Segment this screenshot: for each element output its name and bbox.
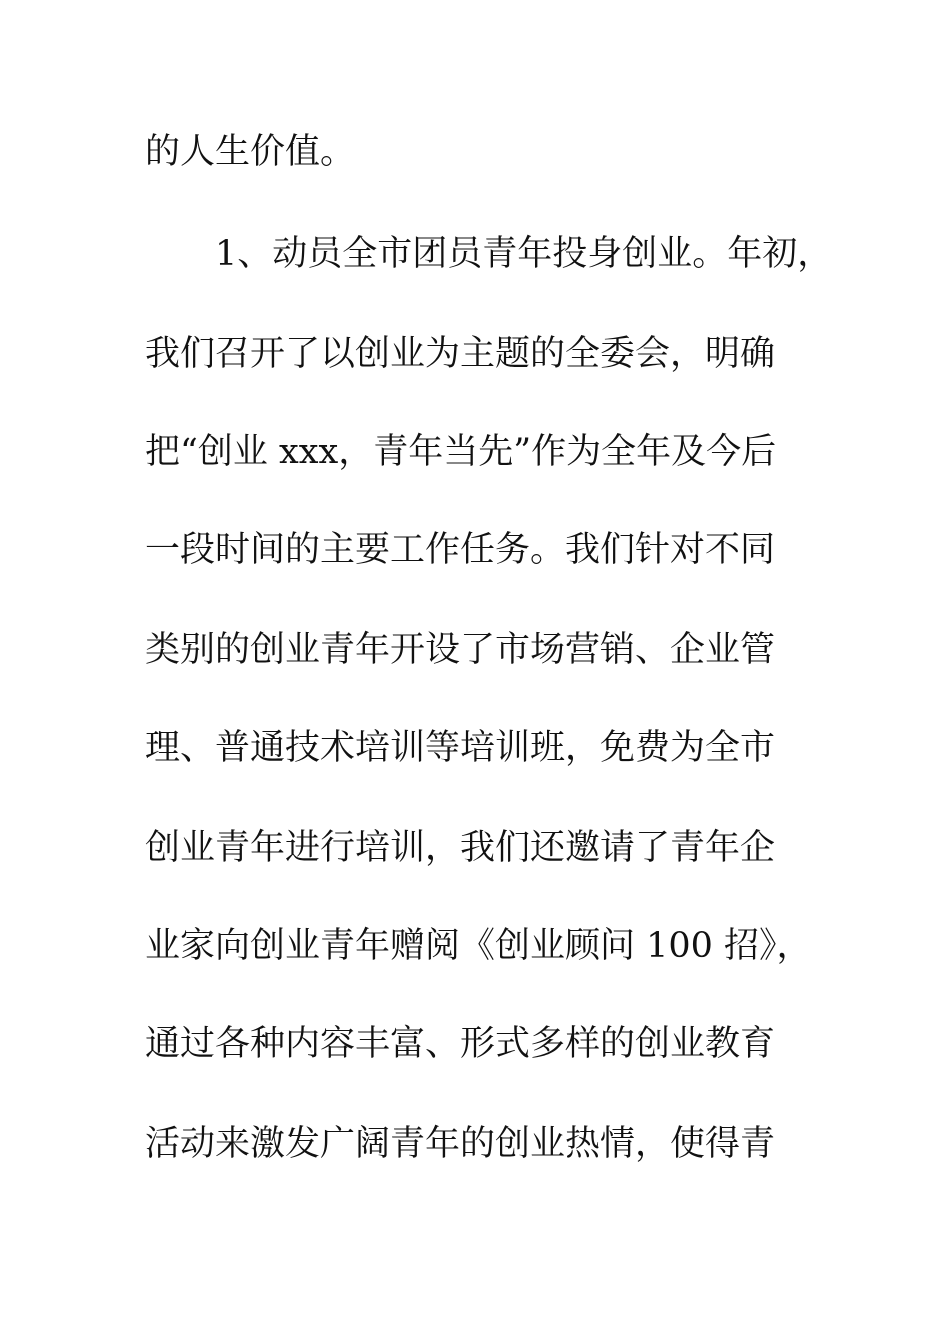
text-line: 业家向创业青年赠阅《创业顾问 100 招》， [145,926,812,966]
text-line: 一段时间的主要工作任务。我们针对不同 [145,530,776,570]
text-line: 把“创业 xxx，青年当先”作为全年及今后 [145,432,777,472]
text-line: 的人生价值。 [145,132,356,172]
text-line: 理、普通技术培训等培训班，免费为全市 [145,728,776,768]
text-line: 类别的创业青年开设了市场营销、企业管 [145,630,776,670]
text-line: 我们召开了以创业为主题的全委会，明确 [145,334,776,374]
text-line: 通过各种内容丰富、形式多样的创业教育 [145,1024,776,1064]
text-line: 创业青年进行培训，我们还邀请了青年企 [145,828,776,868]
paragraph-first-line: 1、动员全市团员青年投身创业。年初， [215,234,833,274]
text-line: 活动来激发广阔青年的创业热情，使得青 [145,1124,776,1164]
